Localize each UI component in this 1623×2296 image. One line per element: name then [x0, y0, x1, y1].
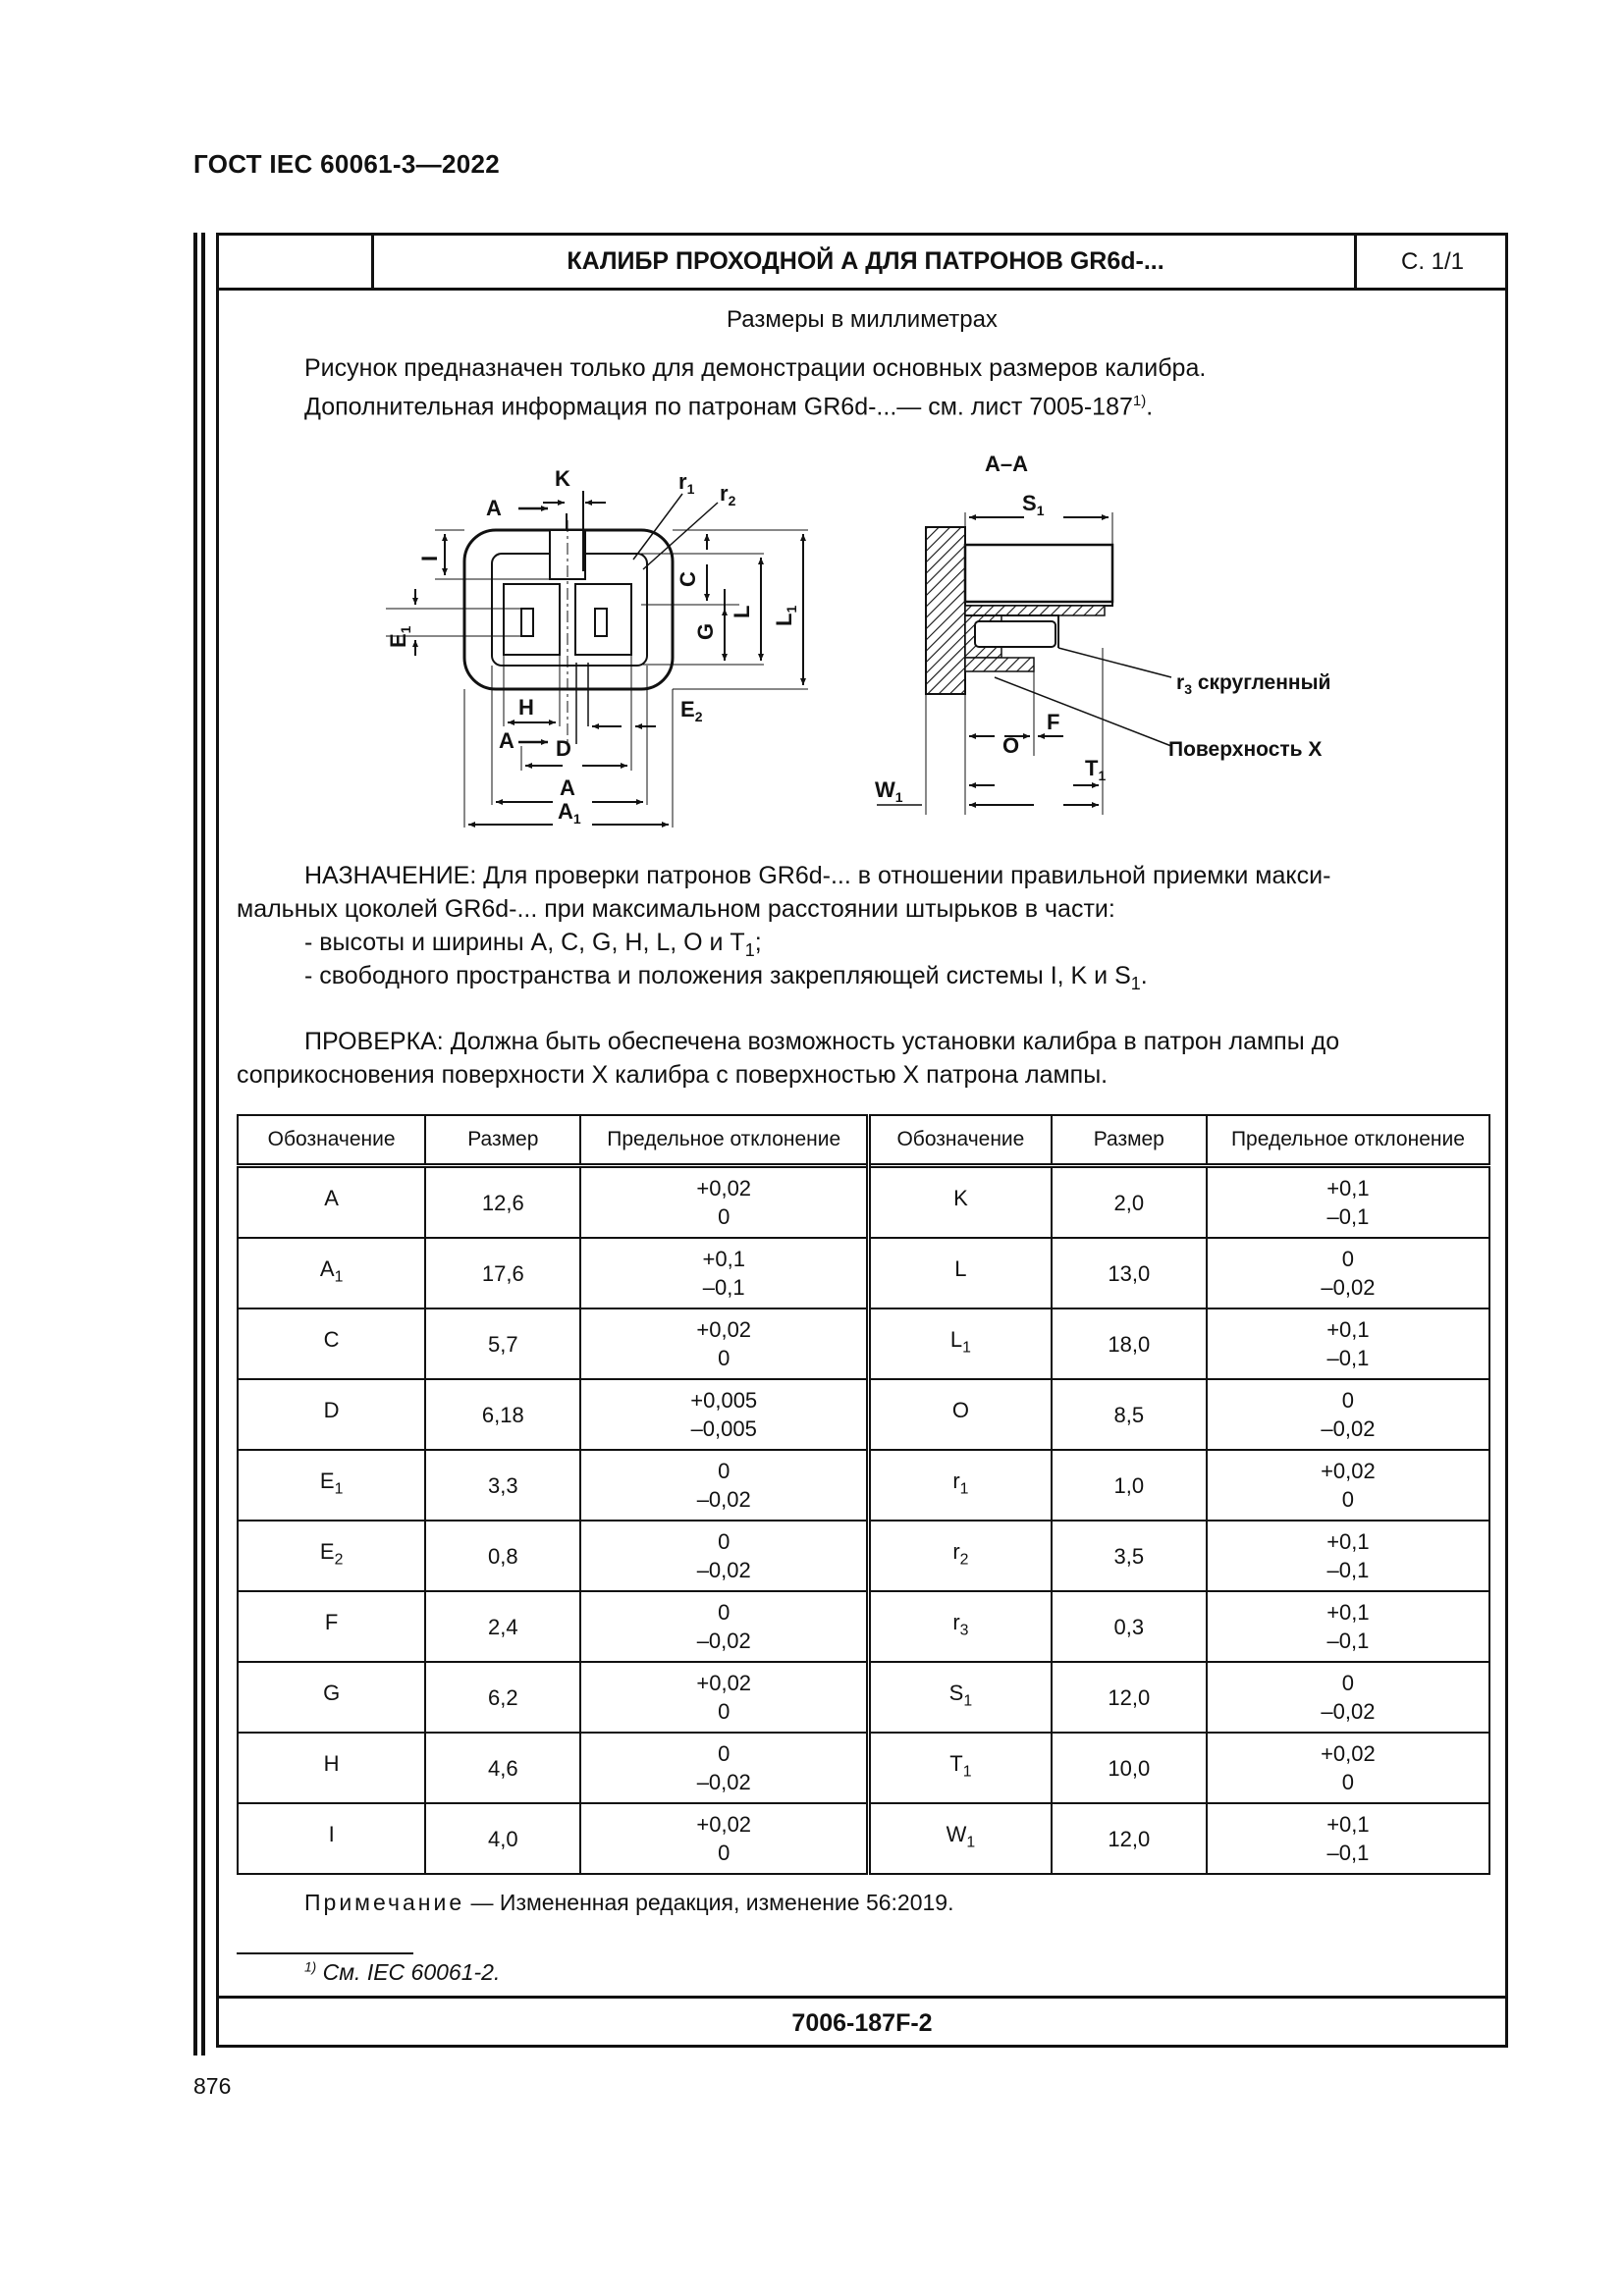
tolerance-cell: +0,1 –0,1	[1207, 1166, 1489, 1239]
size-cell: 12,6	[425, 1166, 580, 1239]
note: Примечание — Измененная редакция, изменение 56:2019.	[304, 1890, 954, 1915]
page-number: 876	[193, 2073, 232, 2099]
col-size: Размер	[425, 1115, 580, 1166]
margin-bar	[201, 233, 205, 2056]
label-section-AA: A–A	[985, 452, 1029, 476]
margin-bar	[193, 233, 197, 2056]
size-cell: 18,0	[1052, 1308, 1207, 1379]
designation-cell: $W_1$	[869, 1803, 1052, 1874]
tolerance-cell: 0 –0,02	[1207, 1662, 1489, 1733]
size-cell: 3,5	[1052, 1521, 1207, 1591]
size-cell: 2,4	[425, 1591, 580, 1662]
table-row	[238, 1662, 1489, 1733]
tolerance-cell: +0,02 0	[580, 1308, 868, 1379]
size-cell: 0,8	[425, 1521, 580, 1591]
col-tolerance: Предельное отклонение	[1207, 1115, 1489, 1166]
designation-cell: K	[869, 1166, 1052, 1239]
tolerance-cell: +0,02 0	[580, 1803, 868, 1874]
table-header-row	[238, 1115, 1489, 1166]
label-T1: $T_1$	[1085, 756, 1107, 783]
size-cell: 17,6	[425, 1238, 580, 1308]
designation-cell: $A_1$	[238, 1238, 425, 1308]
tolerance-cell: +0,1 –0,1	[1207, 1521, 1489, 1591]
purpose-item-2: - свободного пространства и положения закрепляющей системы I, K и $S_1$.	[304, 962, 1148, 993]
purpose-item-1: - высоты и ширины A, C, G, H, L, O и $T_1$;	[304, 929, 762, 960]
col-designation: Обозначение	[869, 1115, 1052, 1166]
sheet-number: С. 1/1	[1354, 236, 1508, 288]
tolerance-cell: 0 –0,02	[1207, 1238, 1489, 1308]
designation-cell: A	[238, 1166, 425, 1239]
designation-cell: H	[238, 1733, 425, 1803]
tolerance-cell: +0,02 0	[1207, 1450, 1489, 1521]
dimensions-table	[237, 1114, 1490, 1875]
designation-cell: G	[238, 1662, 425, 1733]
table-row	[238, 1308, 1489, 1379]
table-row	[238, 1450, 1489, 1521]
label-A1: $A_1$	[558, 799, 581, 827]
check-line-1: ПРОВЕРКА: Должна быть обеспечена возможность установки калибра в патрон лампы до	[304, 1028, 1340, 1055]
front-view-labels	[386, 466, 799, 827]
label-r1: $r_1$	[678, 469, 695, 497]
table-row	[238, 1733, 1489, 1803]
col-designation: Обозначение	[238, 1115, 425, 1166]
label-surface-X: Поверхность X	[1168, 738, 1323, 761]
purpose-line-2: мальных цоколей GR6d-... при максимальном расстоянии штырьков в части:	[237, 895, 1115, 923]
designation-cell: $r_3$	[869, 1591, 1052, 1662]
footnote-divider	[237, 1952, 413, 1954]
tolerance-cell: +0,1 –0,1	[1207, 1803, 1489, 1874]
tolerance-cell: +0,02 0	[580, 1166, 868, 1239]
designation-cell: $S_1$	[869, 1662, 1052, 1733]
label-r3: $r_3$ скругленный	[1176, 671, 1331, 697]
tolerance-cell: +0,005 –0,005	[580, 1379, 868, 1450]
label-G: G	[693, 622, 718, 640]
tolerance-cell: +0,02 0	[580, 1662, 868, 1733]
label-A-bottom: A	[499, 728, 514, 753]
gauge-drawing	[219, 236, 1505, 864]
intro-line-1: Рисунок предназначен только для демонстрации основных размеров калибра.	[304, 354, 1207, 382]
designation-cell: $E_2$	[238, 1521, 425, 1591]
size-cell: 10,0	[1052, 1733, 1207, 1803]
designation-cell: $r_1$	[869, 1450, 1052, 1521]
table-row	[238, 1379, 1489, 1450]
tolerance-cell: 0 –0,02	[1207, 1379, 1489, 1450]
label-D: D	[556, 736, 571, 761]
tolerance-cell: +0,1 –0,1	[580, 1238, 868, 1308]
col-tolerance: Предельное отклонение	[580, 1115, 868, 1166]
label-E1: $E_1$	[386, 625, 413, 648]
tolerance-cell: 0 –0,02	[580, 1733, 868, 1803]
size-cell: 12,0	[1052, 1803, 1207, 1874]
table-row	[238, 1803, 1489, 1874]
table-row	[238, 1238, 1489, 1308]
designation-cell: C	[238, 1308, 425, 1379]
sheet-code: 7006-187F-2	[219, 1996, 1505, 2048]
designation-cell: O	[869, 1379, 1052, 1450]
tolerance-cell: 0 –0,02	[580, 1591, 868, 1662]
label-A-dim: A	[560, 775, 575, 800]
size-cell: 4,6	[425, 1733, 580, 1803]
designation-cell: F	[238, 1591, 425, 1662]
designation-cell: L	[869, 1238, 1052, 1308]
intro-line-2: Дополнительная информация по патронам GR6d-...— см. лист 7005-187$^{1)}$.	[304, 393, 1154, 421]
table-row	[238, 1591, 1489, 1662]
label-A-top: A	[486, 496, 502, 520]
col-size: Размер	[1052, 1115, 1207, 1166]
size-cell: 13,0	[1052, 1238, 1207, 1308]
label-C: C	[676, 571, 700, 587]
label-S1: $S_1$	[1022, 491, 1045, 518]
size-cell: 3,3	[425, 1450, 580, 1521]
sheet-title: КАЛИБР ПРОХОДНОЙ А ДЛЯ ПАТРОНОВ GR6d-...	[567, 247, 1164, 275]
tolerance-cell: +0,1 –0,1	[1207, 1591, 1489, 1662]
table-row	[238, 1166, 1489, 1239]
tolerance-cell: +0,1 –0,1	[1207, 1308, 1489, 1379]
designation-cell: $T_1$	[869, 1733, 1052, 1803]
designation-cell: $E_1$	[238, 1450, 425, 1521]
check-line-2: соприкосновения поверхности X калибра с поверхностью X патрона лампы.	[237, 1061, 1109, 1089]
front-view	[386, 491, 808, 828]
label-E2: $E_2$	[680, 697, 703, 724]
table-row	[238, 1521, 1489, 1591]
label-r2: $r_2$	[720, 481, 736, 508]
designation-cell: $L_1$	[869, 1308, 1052, 1379]
size-cell: 6,18	[425, 1379, 580, 1450]
units-caption: Размеры в миллиметрах	[727, 306, 998, 333]
section-view	[877, 512, 1171, 815]
label-L: L	[730, 605, 754, 618]
size-cell: 6,2	[425, 1662, 580, 1733]
size-cell: 2,0	[1052, 1166, 1207, 1239]
size-cell: 5,7	[425, 1308, 580, 1379]
designation-cell: I	[238, 1803, 425, 1874]
label-F: F	[1047, 710, 1060, 734]
label-K: K	[555, 466, 570, 491]
tolerance-cell: +0,02 0	[1207, 1733, 1489, 1803]
purpose-line-1: НАЗНАЧЕНИЕ: Для проверки патронов GR6d-... в отношении правильной приемки макси-	[304, 862, 1331, 889]
label-O: O	[1002, 733, 1020, 758]
label-W1: $W_1$	[875, 777, 903, 805]
footnote: $^{1)}$ См. IEC 60061-2.	[304, 1959, 501, 1985]
tolerance-cell: 0 –0,02	[580, 1450, 868, 1521]
size-cell: 1,0	[1052, 1450, 1207, 1521]
size-cell: 8,5	[1052, 1379, 1207, 1450]
label-H: H	[518, 695, 534, 720]
label-L1: $L_1$	[772, 605, 799, 626]
size-cell: 0,3	[1052, 1591, 1207, 1662]
size-cell: 4,0	[425, 1803, 580, 1874]
size-cell: 12,0	[1052, 1662, 1207, 1733]
tolerance-cell: 0 –0,02	[580, 1521, 868, 1591]
standard-title: ГОСТ IEC 60061-3—2022	[193, 149, 500, 179]
designation-cell: $r_2$	[869, 1521, 1052, 1591]
sheet-frame	[216, 233, 1508, 2048]
label-I: I	[417, 555, 442, 561]
designation-cell: D	[238, 1379, 425, 1450]
